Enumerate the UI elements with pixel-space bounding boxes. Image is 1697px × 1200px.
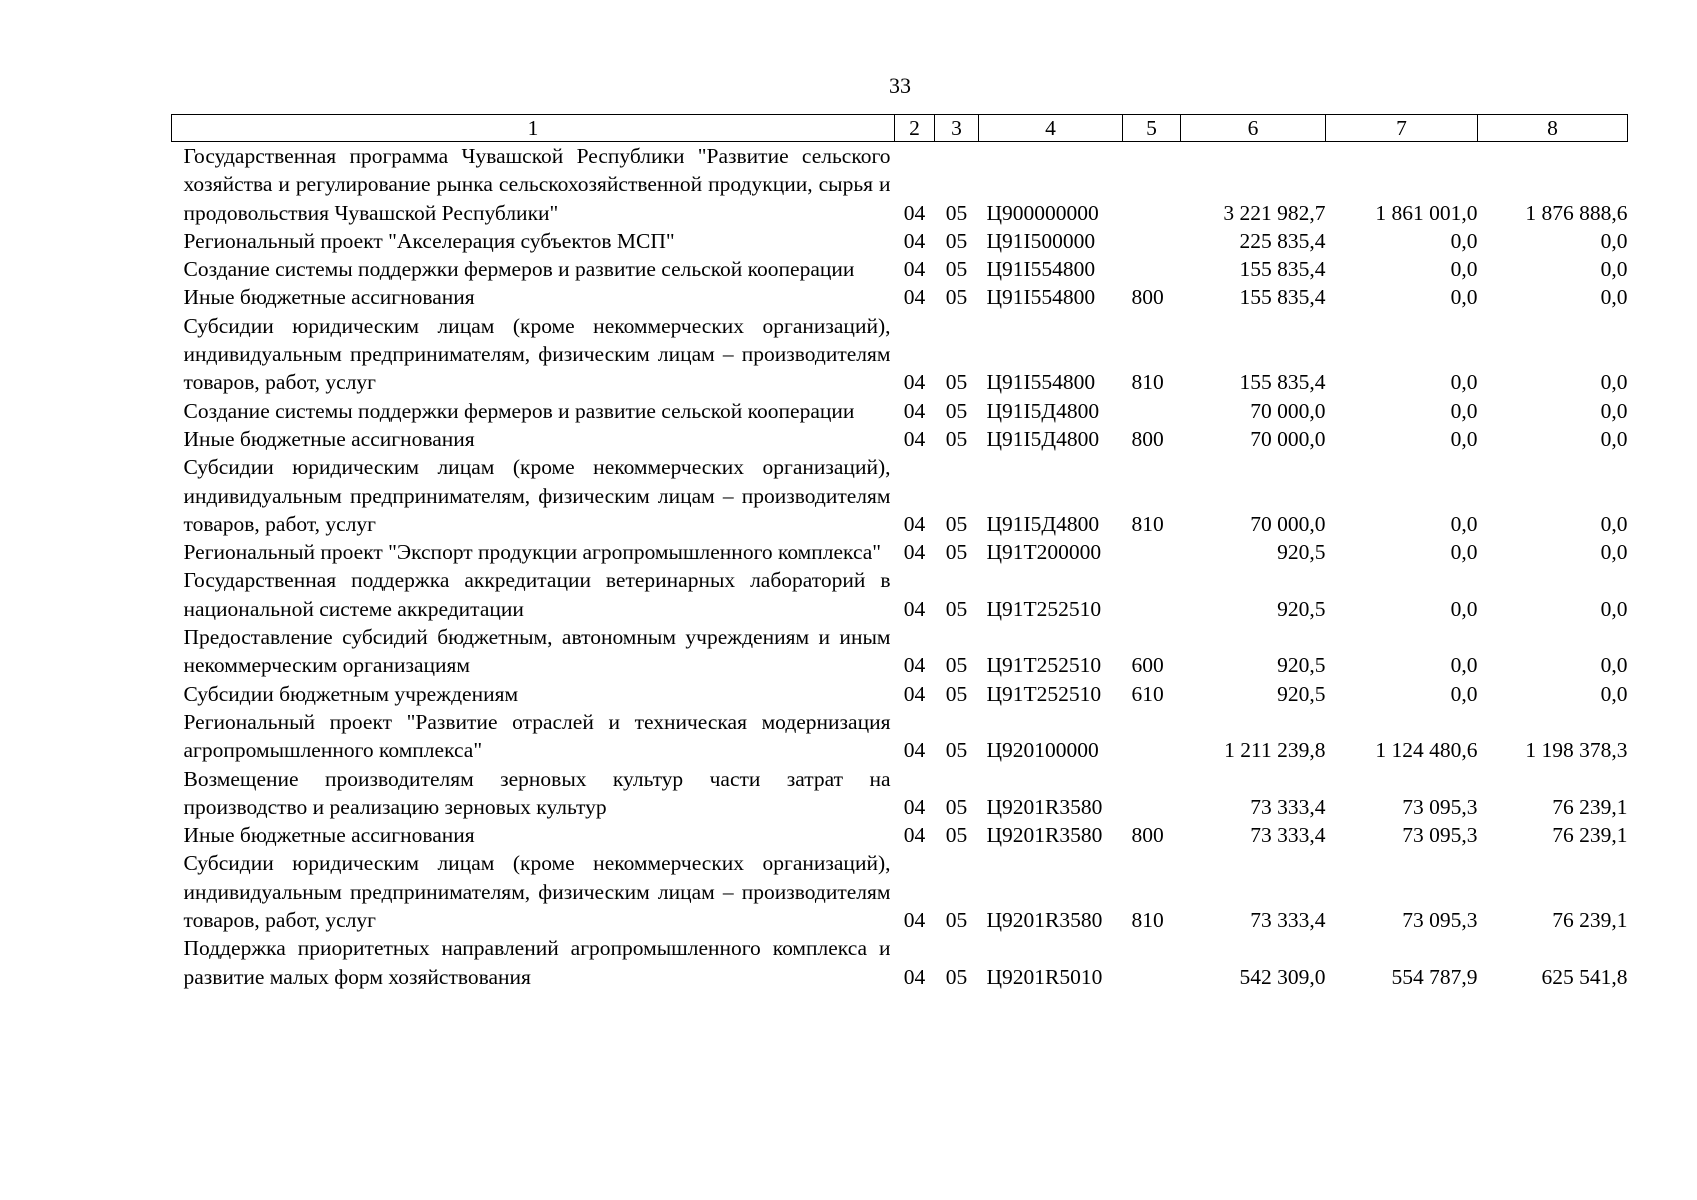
row-description: Региональный проект "Экспорт продукции агропромышленного комплекса" [183, 540, 882, 565]
table-header [172, 115, 1628, 142]
row-section: 04 [903, 823, 926, 848]
row-subsection: 05 [945, 511, 968, 536]
row-expense-type: 810 [1131, 908, 1164, 933]
row-target-code: Ц91T252510 [986, 653, 1102, 678]
row-section: 04 [903, 228, 926, 253]
row-value-col7: 0,0 [1450, 681, 1478, 706]
row-section: 04 [903, 964, 926, 989]
row-target-code: Ц9201R3580 [986, 908, 1103, 933]
table-row [172, 397, 1628, 425]
row-value-col8: 0,0 [1600, 398, 1628, 423]
row-subsection: 05 [945, 596, 968, 621]
table-row [172, 255, 1628, 283]
row-value-col8: 0,0 [1600, 511, 1628, 536]
row-value-col7: 1 861 001,0 [1375, 200, 1478, 225]
row-value-col7: 0,0 [1450, 285, 1478, 310]
row-section: 04 [903, 285, 926, 310]
row-section: 04 [903, 370, 926, 395]
table-row [172, 538, 1628, 566]
row-section: 04 [903, 511, 926, 536]
row-expense-type: 800 [1131, 285, 1164, 310]
row-expense-type [1123, 255, 1181, 283]
header-col-1: 1 [172, 115, 895, 142]
row-expense-type [1123, 397, 1181, 425]
row-value-col7: 0,0 [1450, 540, 1478, 565]
row-value-col7: 0,0 [1450, 228, 1478, 253]
row-subsection: 05 [945, 738, 968, 763]
row-section: 04 [903, 653, 926, 678]
row-value-col6: 3 221 982,7 [1223, 200, 1326, 225]
header-col-7: 7 [1326, 115, 1478, 142]
row-expense-type: 610 [1131, 681, 1164, 706]
table-row [172, 934, 1628, 991]
row-value-col7: 0,0 [1450, 511, 1478, 536]
header-col-5: 5 [1123, 115, 1181, 142]
row-value-col6: 542 309,0 [1239, 964, 1326, 989]
row-expense-type: 810 [1131, 370, 1164, 395]
row-value-col6: 70 000,0 [1250, 511, 1326, 536]
row-description: Возмещение производителям зерновых культур части затрат на производство и реализацию зерновых культур [183, 766, 891, 819]
row-expense-type: 800 [1131, 823, 1164, 848]
row-value-col8: 1 198 378,3 [1525, 738, 1628, 763]
page-number: 33 [889, 73, 911, 98]
row-value-col8: 0,0 [1600, 257, 1628, 282]
row-target-code: Ц91I5Д4800 [986, 398, 1100, 423]
row-expense-type [1123, 708, 1181, 765]
row-expense-type [1123, 934, 1181, 991]
row-target-code: Ц91T252510 [986, 596, 1102, 621]
row-subsection: 05 [945, 823, 968, 848]
row-description: Создание системы поддержки фермеров и развитие сельской кооперации [183, 257, 855, 282]
row-value-col6: 73 333,4 [1250, 908, 1326, 933]
row-subsection: 05 [945, 964, 968, 989]
row-target-code: Ц91I554800 [986, 257, 1096, 282]
row-section: 04 [903, 200, 926, 225]
table-row [172, 453, 1628, 538]
row-value-col6: 225 835,4 [1239, 228, 1326, 253]
row-target-code: Ц9201R5010 [986, 964, 1103, 989]
header-row [172, 115, 1628, 142]
row-target-code: Ц91T200000 [986, 540, 1102, 565]
row-section: 04 [903, 596, 926, 621]
row-value-col8: 76 239,1 [1552, 794, 1628, 819]
table-row [172, 708, 1628, 765]
row-value-col8: 0,0 [1600, 285, 1628, 310]
row-description: Региональный проект "Акселерация субъектов МСП" [183, 228, 675, 253]
row-value-col6: 920,5 [1277, 653, 1326, 678]
row-description: Создание системы поддержки фермеров и развитие сельской кооперации [183, 398, 855, 423]
row-expense-type [1123, 566, 1181, 623]
row-value-col8: 1 876 888,6 [1525, 200, 1628, 225]
row-value-col7: 0,0 [1450, 596, 1478, 621]
row-expense-type [1123, 227, 1181, 255]
row-description: Иные бюджетные ассигнования [183, 426, 475, 451]
row-section: 04 [903, 257, 926, 282]
row-expense-type: 800 [1131, 426, 1164, 451]
row-description: Субсидии бюджетным учреждениям [183, 681, 519, 706]
header-col-2: 2 [895, 115, 935, 142]
row-target-code: Ц91I500000 [986, 228, 1096, 253]
row-subsection: 05 [945, 200, 968, 225]
row-value-col6: 155 835,4 [1239, 257, 1326, 282]
row-description: Субсидии юридическим лицам (кроме некоммерческих организаций), индивидуальным предпринимателям, физическим лицам – производителям товаров, работ, услуг [183, 455, 891, 536]
row-section: 04 [903, 398, 926, 423]
row-expense-type [1123, 538, 1181, 566]
table-body [172, 142, 1628, 991]
row-value-col8: 625 541,8 [1541, 964, 1628, 989]
row-value-col6: 920,5 [1277, 596, 1326, 621]
table-row [172, 765, 1628, 822]
row-description: Иные бюджетные ассигнования [183, 823, 475, 848]
row-target-code: Ц91I554800 [986, 370, 1096, 395]
row-value-col7: 0,0 [1450, 257, 1478, 282]
row-expense-type: 600 [1131, 653, 1164, 678]
table-row [172, 425, 1628, 453]
row-target-code: Ц91I5Д4800 [986, 511, 1100, 536]
row-target-code: Ц900000000 [986, 200, 1099, 225]
row-subsection: 05 [945, 794, 968, 819]
row-value-col8: 0,0 [1600, 540, 1628, 565]
row-value-col8: 0,0 [1600, 653, 1628, 678]
header-col-8: 8 [1478, 115, 1628, 142]
header-col-4: 4 [979, 115, 1123, 142]
header-col-3: 3 [935, 115, 979, 142]
row-value-col6: 73 333,4 [1250, 823, 1326, 848]
row-description: Предоставление субсидий бюджетным, автономным учреждениям и иным некоммерческим организациям [183, 625, 891, 678]
row-section: 04 [903, 908, 926, 933]
row-value-col8: 0,0 [1600, 426, 1628, 451]
row-subsection: 05 [945, 370, 968, 395]
row-value-col8: 0,0 [1600, 228, 1628, 253]
row-value-col7: 1 124 480,6 [1375, 738, 1478, 763]
table-row [172, 623, 1628, 680]
row-value-col7: 554 787,9 [1391, 964, 1478, 989]
row-expense-type [1123, 765, 1181, 822]
table-row [172, 821, 1628, 849]
row-value-col7: 0,0 [1450, 370, 1478, 395]
row-target-code: Ц9201R3580 [986, 823, 1103, 848]
row-value-col7: 0,0 [1450, 398, 1478, 423]
row-subsection: 05 [945, 285, 968, 310]
row-description: Субсидии юридическим лицам (кроме некоммерческих организаций), индивидуальным предпринимателям, физическим лицам – производителям товаров, работ, услуг [183, 851, 891, 933]
row-target-code: Ц91I5Д4800 [986, 426, 1100, 451]
row-subsection: 05 [945, 426, 968, 451]
row-value-col7: 0,0 [1450, 653, 1478, 678]
row-value-col7: 73 095,3 [1402, 823, 1478, 848]
row-subsection: 05 [945, 540, 968, 565]
table-row [172, 142, 1628, 227]
header-col-6: 6 [1181, 115, 1326, 142]
row-section: 04 [903, 540, 926, 565]
row-description: Иные бюджетные ассигнования [183, 285, 475, 310]
row-value-col6: 155 835,4 [1239, 285, 1326, 310]
row-description: Региональный проект "Развитие отраслей и техническая модернизация агропромышленного комплекса" [183, 709, 891, 763]
row-subsection: 05 [945, 228, 968, 253]
row-value-col8: 0,0 [1600, 596, 1628, 621]
row-target-code: Ц91T252510 [986, 681, 1102, 706]
row-target-code: Ц9201R3580 [986, 794, 1103, 819]
row-value-col8: 76 239,1 [1552, 823, 1628, 848]
row-value-col6: 73 333,4 [1250, 794, 1326, 819]
row-value-col8: 0,0 [1600, 681, 1628, 706]
row-subsection: 05 [945, 398, 968, 423]
row-value-col6: 920,5 [1277, 540, 1326, 565]
row-value-col7: 0,0 [1450, 426, 1478, 451]
row-value-col7: 73 095,3 [1402, 908, 1478, 933]
row-value-col6: 920,5 [1277, 681, 1326, 706]
row-target-code: Ц91I554800 [986, 285, 1096, 310]
row-value-col6: 155 835,4 [1239, 370, 1326, 395]
table-row [172, 312, 1628, 397]
table-row [172, 680, 1628, 708]
row-description: Поддержка приоритетных направлений агропромышленного комплекса и развитие малых форм хозяйствования [183, 936, 891, 989]
row-section: 04 [903, 794, 926, 819]
table-row [172, 566, 1628, 623]
row-subsection: 05 [945, 681, 968, 706]
row-section: 04 [903, 681, 926, 706]
row-expense-type [1123, 142, 1181, 227]
table-row [172, 849, 1628, 934]
row-expense-type: 810 [1131, 511, 1164, 536]
row-section: 04 [903, 738, 926, 763]
row-description: Государственная поддержка аккредитации ветеринарных лабораторий в национальной системе аккредитации [183, 568, 891, 621]
row-description: Государственная программа Чувашской Республики "Развитие сельского хозяйства и регулирование рынка сельскохозяйственной продукции, сырья и продовольствия Чувашской Республики" [183, 144, 891, 225]
row-section: 04 [903, 426, 926, 451]
row-subsection: 05 [945, 908, 968, 933]
row-value-col6: 70 000,0 [1250, 426, 1326, 451]
row-description: Субсидии юридическим лицам (кроме некоммерческих организаций), индивидуальным предпринимателям, физическим лицам – производителям товаров, работ, услуг [183, 313, 891, 395]
table-row [172, 227, 1628, 255]
row-value-col8: 76 239,1 [1552, 908, 1628, 933]
table-row [172, 283, 1628, 311]
row-value-col7: 73 095,3 [1402, 794, 1478, 819]
row-subsection: 05 [945, 257, 968, 282]
row-subsection: 05 [945, 653, 968, 678]
row-value-col6: 70 000,0 [1250, 398, 1326, 423]
row-value-col6: 1 211 239,8 [1224, 738, 1326, 763]
row-target-code: Ц920100000 [986, 738, 1099, 763]
budget-table [171, 114, 1628, 991]
row-value-col8: 0,0 [1600, 370, 1628, 395]
